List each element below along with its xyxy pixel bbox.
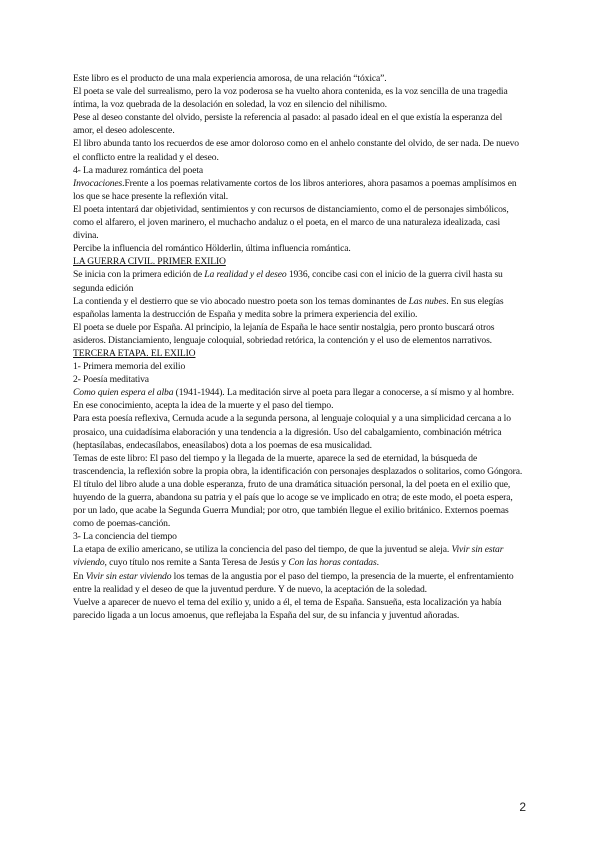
paragraph-15	[73, 386, 525, 412]
text-run: 3- La conciencia del tiempo	[73, 531, 177, 543]
section-heading-text: TERCERA ETAPA. EL EXILIO	[73, 347, 196, 359]
page-number: 2	[519, 800, 526, 814]
italic-title: La realidad y el deseo	[204, 269, 287, 281]
paragraph-16	[73, 412, 525, 451]
paragraph-6	[73, 203, 525, 242]
heading-poesia-meditativa	[73, 373, 525, 386]
italic-title: Con las horas contadas	[288, 557, 377, 569]
paragraph-4	[73, 137, 525, 163]
heading-tercera-etapa	[73, 347, 525, 360]
text-run: Se inicia con la primera edición de	[73, 269, 205, 281]
italic-title: Como quien espera el alba	[73, 387, 174, 399]
text-run: , cuyo título nos remite a Santa Teresa de Jesús y	[104, 557, 289, 569]
italic-title: Las nubes	[408, 295, 447, 307]
paragraph-1	[73, 72, 525, 85]
paragraph-3	[73, 111, 525, 137]
paragraph-2	[73, 85, 525, 111]
text-run: .	[376, 557, 379, 569]
paragraph-11	[73, 321, 525, 347]
paragraph-21	[73, 570, 525, 596]
text-run: Este libro es el producto de una mala experiencia amorosa, de una relación “tóxica”.	[73, 73, 387, 84]
text-run: 1- Primera memoria del exilio	[73, 361, 186, 373]
italic-title: Vivir sin estar viviendo	[85, 570, 172, 582]
heading-conciencia-tiempo	[73, 530, 525, 543]
italic-title: Vivir sin estar viviendo	[73, 544, 504, 569]
text-run: El poeta se vale del surrealismo, pero la voz poderosa se ha vuelto ahora contenida, es la voz sencilla de una tragedia íntima, la voz quebrada de la desolación en soledad, la voz en silencio del nihilismo.	[73, 86, 508, 111]
paragraph-9	[73, 268, 525, 294]
text-run: .Frente a los poemas relativamente cortos de los libros anteriores, ahora pasamos a poemas amplísimos en los que se hace presente la reflexión vital.	[73, 177, 517, 202]
text-run: 2- Poesía meditativa	[73, 374, 149, 386]
paragraph-10	[73, 295, 525, 321]
text-run: . En sus elegías españolas lamenta la destrucción de España y medita sobre la primera experiencia del exilio.	[73, 295, 504, 320]
text-run: El libro abunda tanto los recuerdos de ese amor doloroso como en el anhelo constante del olvido, de ser nada. De nuevo el conflicto entre la realidad y el deseo.	[73, 138, 519, 163]
text-run: En	[73, 570, 86, 582]
text-run: (1941-1944). La meditación sirve al poeta para llegar a conocerse, a sí mismo y al hombre. En ese conocimiento, acepta la idea de la muerte y el paso del tiempo.	[73, 387, 514, 412]
paragraph-7	[73, 242, 525, 255]
text-run: El poeta se duele por España. Al principio, la lejanía de España le hace sentir nostalgia, pero pronto buscará otros asideros. Distanciamiento, lenguaje coloquial, sobriedad retórica, la contención y el uso de elementos narrativos.	[73, 321, 495, 346]
section-heading-text: LA GUERRA CIVIL. PRIMER EXILIO	[73, 256, 226, 268]
heading-guerra-civil	[73, 255, 525, 268]
paragraph-17	[73, 452, 525, 478]
text-run: El título del libro alude a una doble esperanza, fruto de una dramática situación personal, la del poeta en el exilio que, huyendo de la guerra, abandona su patria y el país que lo acoge se ve implicado en otra; de este modo, el poeta espera, por un lado, que acabe la Segunda Guerra Mundial; por otro, que también llegue el exilio británico. Externos poemas como de poemas-canción.	[73, 478, 513, 530]
text-run: 1936, concibe casi con el inicio de la guerra civil hasta su segunda edición	[73, 269, 503, 294]
heading-madurez	[73, 164, 525, 177]
text-run: El poeta intentará dar objetividad, sentimientos y con recursos de distanciamiento, como el de personajes simbólicos, como el alfarero, el joven marinero, el muchacho andaluz o el poeta, en el marco de una naturaleza idealizada, casi divina.	[73, 203, 509, 242]
text-run: Pese al deseo constante del olvido, persiste la referencia al pasado: al pasado ideal en el que existía la esperanza del amor, el deseo adolescente.	[73, 112, 503, 137]
text-run: los temas de la angustia por el paso del tiempo, la presencia de la muerte, el enfrentamiento entre la realidad y el deseo de que la juventud perdure. Y de nuevo, la aceptación de la soledad.	[73, 570, 514, 595]
paragraph-20	[73, 543, 525, 569]
text-run: Vuelve a aparecer de nuevo el tema del exilio y, unido a él, el tema de España. Sansueña, esta localización ya había parecido ligada a un locus amoenus, que reflejaba la España del sur, de su infancia y juventud añoradas.	[73, 596, 502, 621]
text-run: La contienda y el destierro que se vio abocado nuestro poeta son los temas dominantes de	[73, 295, 409, 307]
heading-primera-memoria	[73, 360, 525, 373]
text-run: La etapa de exilio americano, se utiliza la conciencia del paso del tiempo, de que la juventud se aleja.	[73, 544, 452, 556]
italic-title: Invocaciones	[73, 177, 123, 189]
paragraph-22	[73, 596, 525, 622]
paragraph-invocaciones	[73, 177, 525, 203]
text-run: Percibe la influencia del romántico Hölderlin, última influencia romántica.	[73, 243, 351, 255]
text-run: 4- La madurez romántica del poeta	[73, 164, 204, 176]
paragraph-18	[73, 478, 525, 530]
text-run: Para esta poesía reflexiva, Cernuda acude a la segunda persona, al lenguaje coloquial y a una simplicidad cercana a lo prosaico, una cuidadísima elaboración y una tendencia a la digresión. Uso del cabalgamiento, combinación métrica (heptasílabas, endecasílabos, eneasílabos) dota a los poemas de esa musicalidad.	[73, 413, 511, 451]
document-body	[73, 72, 525, 622]
text-run: Temas de este libro: El paso del tiempo y la llegada de la muerte, aparece la sed de eternidad, la búsqueda de trascendencia, la reflexión sobre la propia obra, la identificación con personajes desplazados o solitarios, como Góngora.	[73, 452, 523, 477]
